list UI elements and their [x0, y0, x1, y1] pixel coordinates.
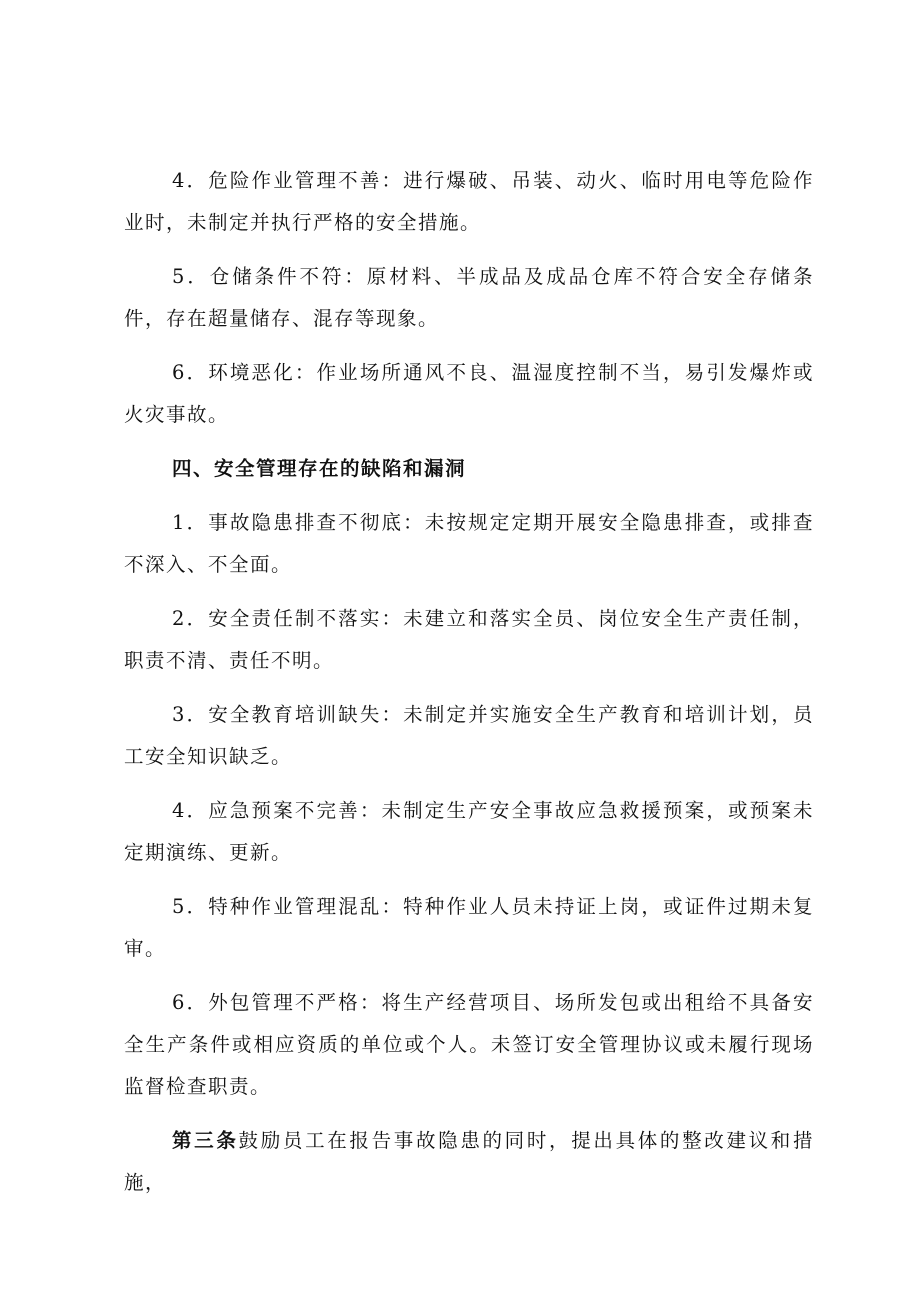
item-text: ．环境恶化：作业场所通风不良、温湿度控制不当，易引发爆炸或火灾事故。 [124, 361, 814, 426]
article-text: 鼓励员工在报告事故隐患的同时，提出具体的整改建议和措施， [124, 1129, 814, 1194]
section4-item-2 [124, 598, 814, 682]
section3-item-6 [124, 352, 814, 436]
item-text: ．仓储条件不符：原材料、半成品及成品仓库不符合安全存储条件，存在超量储存、混存等现象。 [124, 265, 814, 330]
section4-item-6 [124, 982, 814, 1108]
item-number: 1 [172, 511, 186, 534]
item-number: 5 [172, 265, 186, 288]
section3-item-5 [124, 256, 814, 340]
document-page [124, 160, 814, 1216]
item-number: 5 [172, 895, 186, 918]
item-text: ．危险作业管理不善：进行爆破、吊装、动火、临时用电等危险作业时，未制定并执行严格的安全措施。 [124, 169, 814, 234]
section4-item-4 [124, 790, 814, 874]
item-text: ．外包管理不严格：将生产经营项目、场所发包或出租给不具备安全生产条件或相应资质的单位或个人。未签订安全管理协议或未履行现场监督检查职责。 [124, 991, 814, 1098]
item-number: 2 [172, 607, 186, 630]
item-number: 3 [172, 703, 186, 726]
item-text: ．安全责任制不落实：未建立和落实全员、岗位安全生产责任制，职责不清、责任不明。 [124, 607, 814, 672]
section4-heading: 四、安全管理存在的缺陷和漏洞 [172, 457, 467, 480]
item-text: ．事故隐患排查不彻底：未按规定定期开展安全隐患排查，或排查不深入、不全面。 [124, 511, 814, 576]
item-number: 4 [172, 799, 186, 822]
item-number: 4 [172, 169, 186, 192]
article-label: 第三条 [172, 1129, 239, 1152]
section3-item-4 [124, 160, 814, 244]
item-number: 6 [172, 991, 186, 1014]
section4-item-3 [124, 694, 814, 778]
item-text: ．安全教育培训缺失：未制定并实施安全生产教育和培训计划，员工安全知识缺乏。 [124, 703, 814, 768]
article-3 [124, 1120, 814, 1204]
item-text: ．特种作业管理混乱：特种作业人员未持证上岗，或证件过期未复审。 [124, 895, 814, 960]
section4-item-1 [124, 502, 814, 586]
item-number: 6 [172, 361, 186, 384]
item-text: ．应急预案不完善：未制定生产安全事故应急救援预案，或预案未定期演练、更新。 [124, 799, 814, 864]
section4-item-5 [124, 886, 814, 970]
